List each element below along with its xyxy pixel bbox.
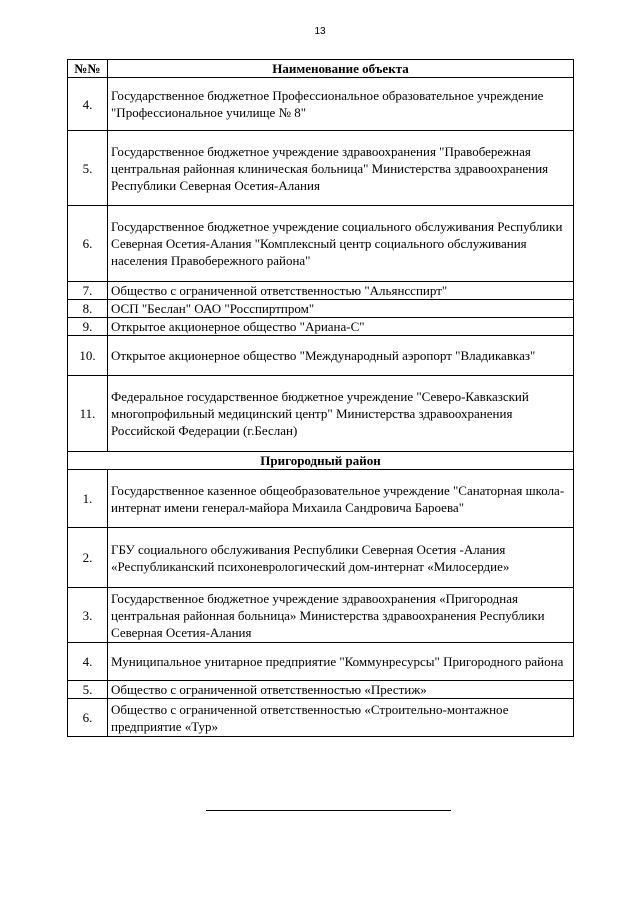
row-name: Государственное бюджетное учреждение здравоохранения "Правобережная центральная районная клиническая больница" Министерства здравоохранения Республики Северная Осетия-Алания — [108, 131, 574, 206]
section-title: Пригородный район — [68, 452, 574, 470]
row-name: Государственное бюджетное учреждение социального обслуживания Республики Северная Осетия-Алания "Комплексный центр социального обслуживания населения Правобережного района" — [108, 206, 574, 282]
row-name: Государственное бюджетное учреждение здравоохранения «Пригородная центральная районная больница» Министерства здравоохранения Республики Северная Осетия-Алания — [108, 588, 574, 643]
row-number: 7. — [68, 282, 108, 300]
row-name: ГБУ социального обслуживания Республики Северная Осетия -Алания «Республиканский психоневрологический дом-интернат «Милосердие» — [108, 528, 574, 588]
separator-line — [206, 810, 451, 811]
row-number: 6. — [68, 206, 108, 282]
row-name: Открытое акционерное общество "Ариана-С" — [108, 318, 574, 336]
row-name: Федеральное государственное бюджетное учреждение "Северо-Кавказский многопрофильный медицинский центр" Министерства здравоохранения Российской Федерации (г.Беслан) — [108, 376, 574, 452]
table-row — [68, 282, 574, 300]
row-number: 5. — [68, 681, 108, 699]
row-number: 2. — [68, 528, 108, 588]
table-row — [68, 78, 574, 131]
objects-table — [67, 59, 574, 737]
table-row — [68, 643, 574, 681]
row-number: 1. — [68, 470, 108, 528]
row-number: 5. — [68, 131, 108, 206]
table-row — [68, 681, 574, 699]
row-number: 8. — [68, 300, 108, 318]
table-row — [68, 336, 574, 376]
header-number: №№ — [68, 60, 108, 78]
row-number: 9. — [68, 318, 108, 336]
row-name: Государственное казенное общеобразовательное учреждение "Санаторная школа-интернат имени генерал-майора Михаила Сандровича Бароева" — [108, 470, 574, 528]
table-row — [68, 528, 574, 588]
page-number: 13 — [314, 26, 326, 37]
row-number: 11. — [68, 376, 108, 452]
table-row — [68, 376, 574, 452]
row-number: 3. — [68, 588, 108, 643]
table-row — [68, 206, 574, 282]
row-name: Общество с ограниченной ответственностью «Строительно-монтажное предприятие «Тур» — [108, 699, 574, 737]
table-row — [68, 699, 574, 737]
row-name: ОСП "Беслан" ОАО "Росспиртпром" — [108, 300, 574, 318]
table-row — [68, 131, 574, 206]
row-name: Общество с ограниченной ответственностью "Альянсспирт" — [108, 282, 574, 300]
table-row — [68, 318, 574, 336]
row-number: 6. — [68, 699, 108, 737]
table-row — [68, 300, 574, 318]
header-name: Наименование объекта — [108, 60, 574, 78]
row-name: Государственное бюджетное Профессиональное образовательное учреждение "Профессиональное училище № 8" — [108, 78, 574, 131]
row-number: 10. — [68, 336, 108, 376]
table-header-row — [68, 60, 574, 78]
section-row — [68, 452, 574, 470]
row-name: Открытое акционерное общество "Международный аэропорт "Владикавказ" — [108, 336, 574, 376]
table-row — [68, 470, 574, 528]
row-number: 4. — [68, 78, 108, 131]
row-name: Муниципальное унитарное предприятие "Коммунресурсы" Пригородного района — [108, 643, 574, 681]
row-name: Общество с ограниченной ответственностью «Престиж» — [108, 681, 574, 699]
table-row — [68, 588, 574, 643]
row-number: 4. — [68, 643, 108, 681]
